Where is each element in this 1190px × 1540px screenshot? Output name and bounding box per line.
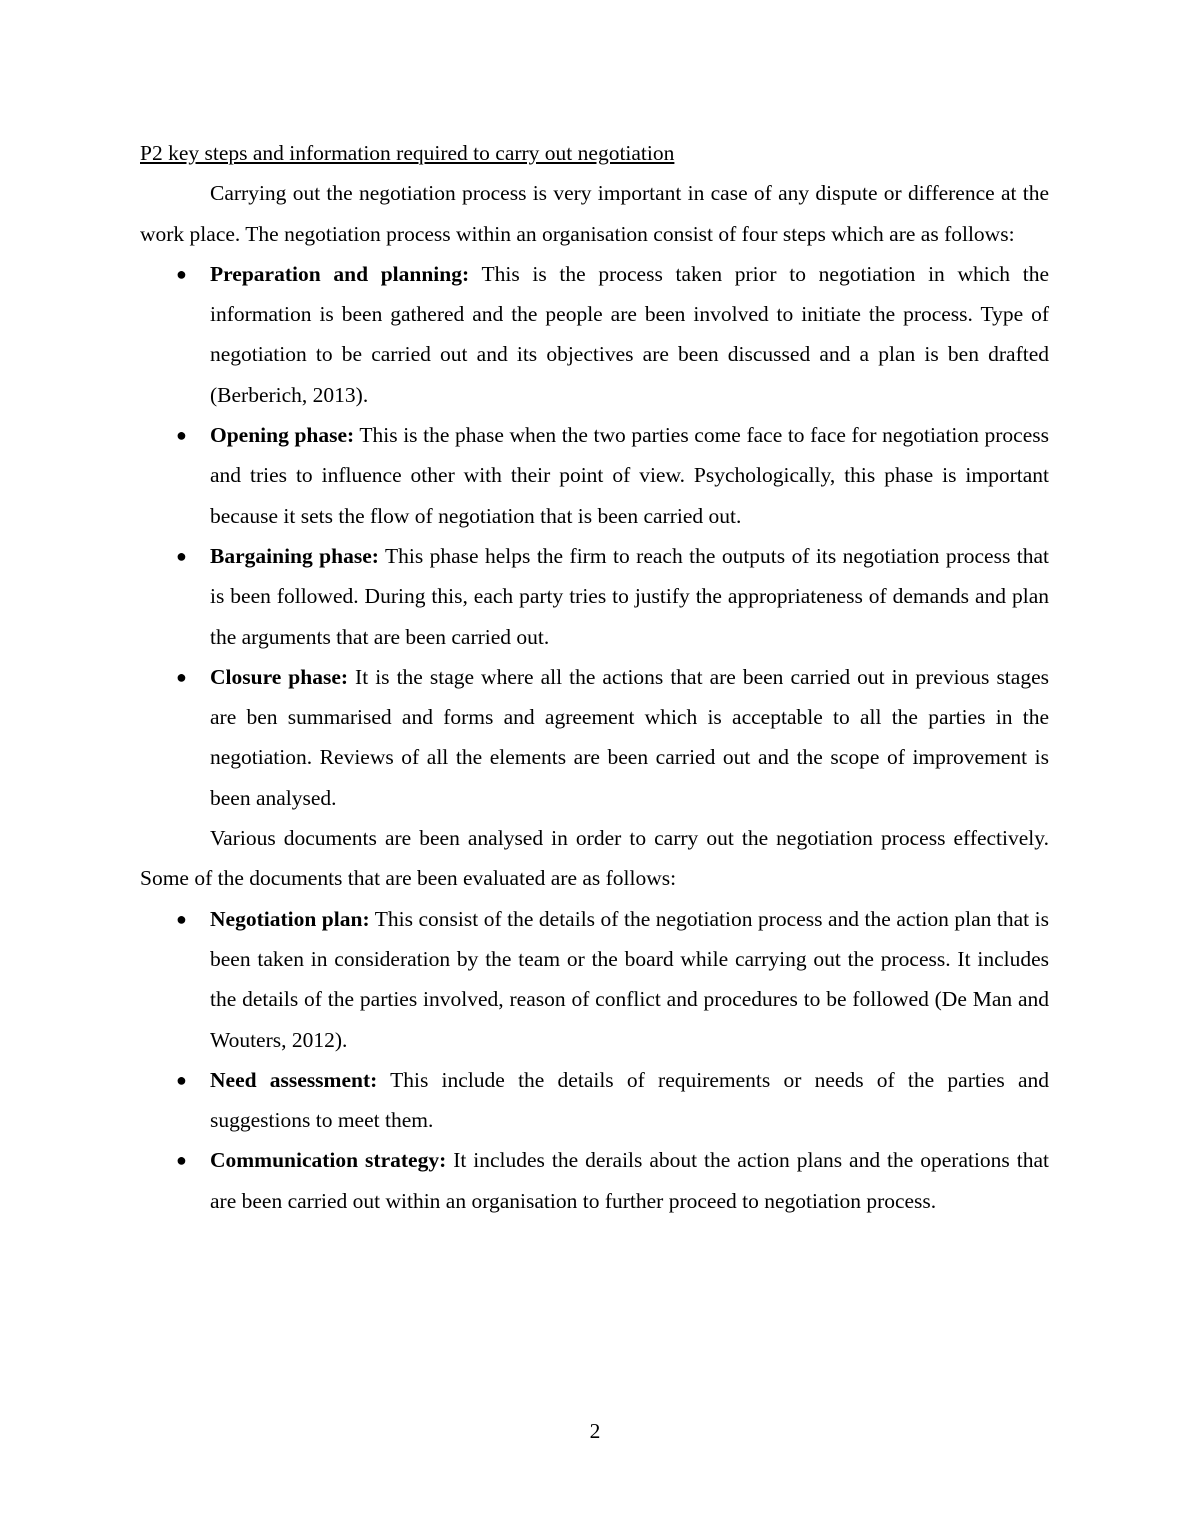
documents-list	[140, 899, 1049, 1221]
list-item-text: It includes the derails about the action plans and the operations that are been carried out within an organisation to further proceed to negotiation process.	[210, 1148, 1049, 1213]
list-item	[140, 1140, 1049, 1221]
section-heading: P2 key steps and information required to carry out negotiation	[140, 141, 675, 165]
list-item-term: Negotiation plan:	[210, 906, 370, 931]
list-item-term: Need assessment:	[210, 1067, 378, 1092]
list-item-text: This consist of the details of the negotiation process and the action plan that is been taken in consideration by the team or the board while carrying out the process. It includes the details of the parties involved, reason of conflict and procedures to be followed (De Man and Wouters, 2012).	[210, 906, 1049, 1052]
intro-paragraph: Carrying out the negotiation process is very important in case of any dispute or difference at the work place. The negotiation process within an organisation consist of four steps which are as follows:	[140, 181, 1049, 246]
page-number: 2	[589, 1419, 601, 1443]
bullet-icon: ●	[176, 545, 187, 566]
list-item	[140, 657, 1049, 818]
list-item	[140, 415, 1049, 536]
list-item-term: Opening phase:	[210, 423, 355, 448]
bullet-icon: ●	[176, 1150, 187, 1171]
bullet-icon: ●	[176, 666, 187, 687]
list-item-text: This is the process taken prior to negotiation in which the information is been gathered and the people are been involved to initiate the process. Type of negotiation to be carried out and its objectives are been discussed and a plan is ben drafted (Berberich, 2013).	[210, 261, 1049, 407]
list-item	[140, 899, 1049, 1060]
negotiation-steps-list	[140, 254, 1049, 818]
list-item-text: It is the stage where all the actions that are been carried out in previous stages are ben summarised and forms and agreement which is acceptable to all the parties in the negotiation. Reviews of all the elements are been carried out and the scope of improvement is been analysed.	[210, 664, 1049, 810]
list-item-text: This is the phase when the two parties come face to face for negotiation process and tries to influence other with their point of view. Psychologically, this phase is important because it sets the flow of negotiation that is been carried out.	[210, 423, 1049, 528]
bullet-icon: ●	[176, 908, 187, 929]
list-item-text: This phase helps the firm to reach the outputs of its negotiation process that is been followed. During this, each party tries to justify the appropriateness of demands and plan the arguments that are been carried out.	[210, 543, 1049, 649]
bullet-icon: ●	[176, 263, 187, 284]
list-item	[140, 254, 1049, 415]
list-item-term: Bargaining phase:	[210, 543, 379, 568]
page-content	[140, 133, 1049, 1221]
documents-paragraph: Various documents are been analysed in order to carry out the negotiation process effectively. Some of the documents that are been evaluated are as follows:	[140, 826, 1049, 891]
bullet-icon: ●	[176, 425, 187, 446]
bullet-icon: ●	[176, 1069, 187, 1090]
list-item-text: This include the details of requirements or needs of the parties and suggestions to meet them.	[210, 1067, 1049, 1133]
list-item-term: Closure phase:	[210, 664, 349, 689]
list-item	[140, 1060, 1049, 1141]
list-item-term: Communication strategy:	[210, 1148, 447, 1173]
list-item-term: Preparation and planning:	[210, 261, 470, 286]
list-item	[140, 536, 1049, 657]
